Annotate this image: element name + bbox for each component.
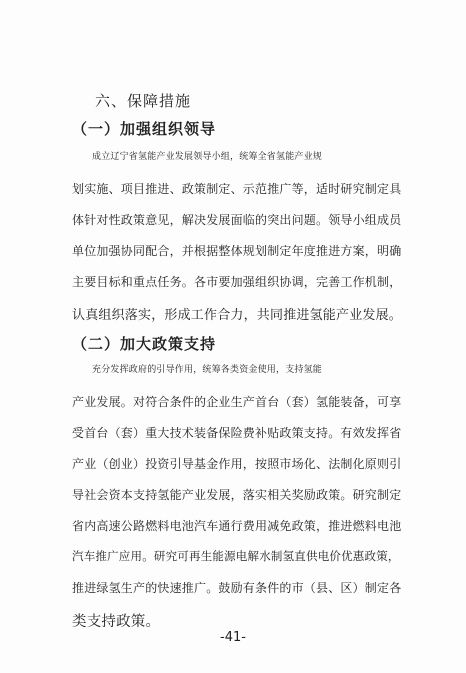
subsection-heading-organization: （一）加强组织领导: [72, 120, 217, 138]
paragraph-line: 成立辽宁省氢能产业发展领导小组，统筹全省氢能产业规: [92, 152, 323, 162]
subsection-heading-policy: （二）加大政策支持: [72, 335, 217, 353]
paragraph-line: 导社会资本支持氢能产业发展，落实相关奖励政策。研究制定: [72, 488, 402, 502]
paragraph-line: 体针对性政策意见，解决发展面临的突出问题。领导小组成员: [72, 213, 402, 227]
paragraph-line: 划实施、项目推进、政策制定、示范推广等，适时研究制定具: [72, 182, 402, 196]
section-heading: 六、保障措施: [95, 92, 192, 110]
paragraph-line: 主要目标和重点任务。各市要加强组织协调，完善工作机制，: [72, 275, 402, 289]
paragraph-line: 汽车推广应用。研究可再生能源电解水制氢直供电价优惠政策，: [72, 549, 400, 563]
paragraph-line: 受首台（套）重大技术装备保险费补贴政策支持。有效发挥省: [72, 426, 402, 440]
paragraph-line: 单位加强协同配合，并根据整体规划制定年度推进方案，明确: [72, 244, 402, 258]
paragraph-line: 省内高速公路燃料电池汽车通行费用减免政策，推进燃料电池: [72, 519, 402, 533]
page-number: -41-: [220, 630, 246, 645]
paragraph-line: 产业（创业）投资引导基金作用，按照市场化、法制化原则引: [72, 457, 402, 471]
paragraph-line: 推进绿氢生产的快速推广。鼓励有条件的市（县、区）制定各: [72, 581, 402, 595]
paragraph-line: 产业发展。对符合条件的企业生产首台（套）氢能装备，可享: [72, 395, 402, 409]
paragraph-line: 类支持政策。: [72, 614, 161, 630]
paragraph-line: 充分发挥政府的引导作用，统筹各类资金使用，支持氢能: [92, 365, 323, 375]
paragraph-line: 认真组织落实，形成工作合力，共同推进氢能产业发展。: [72, 308, 403, 323]
